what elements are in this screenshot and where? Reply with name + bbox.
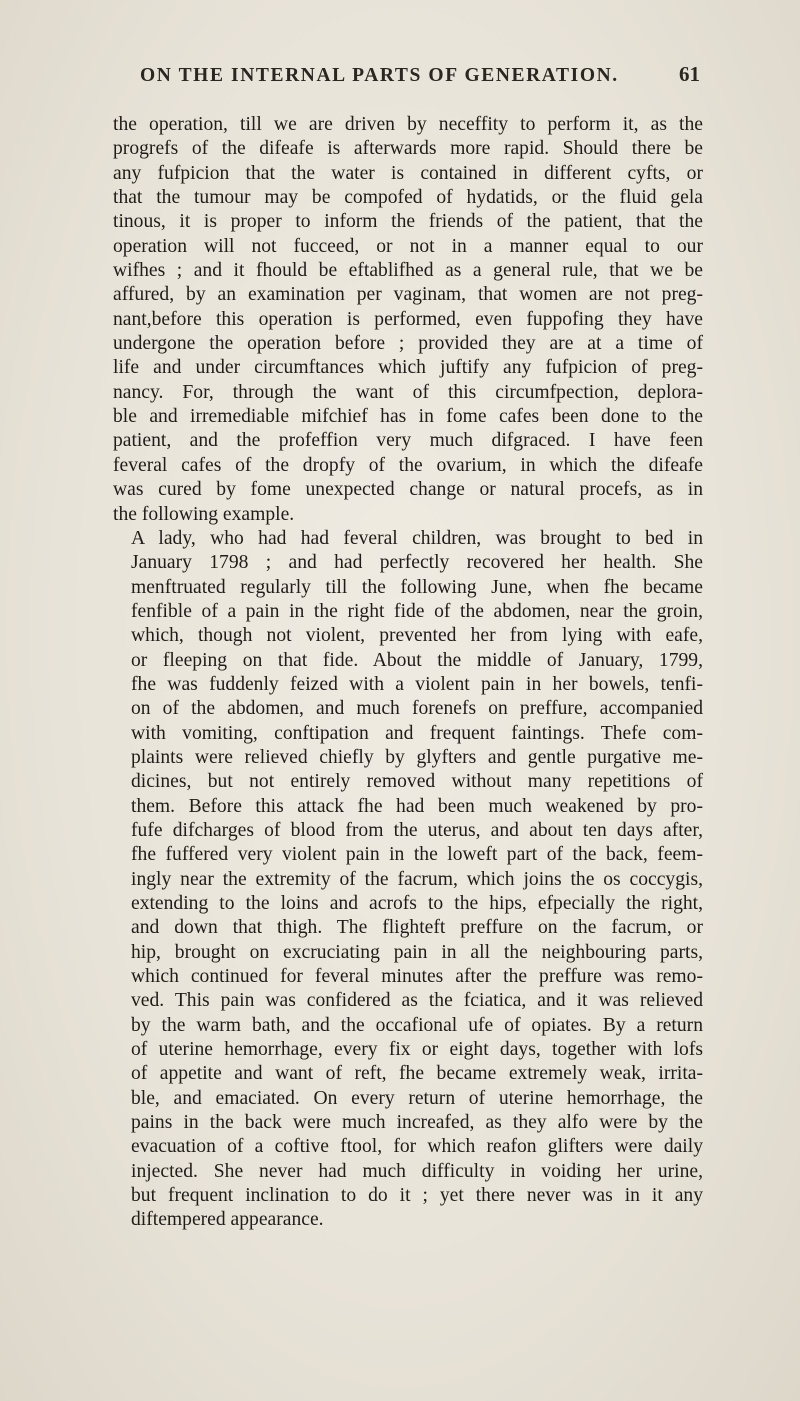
text-line: hip, brought on excruciating pain in all the neighbouring parts, [131, 941, 703, 963]
text-line: nant,before this operation is performed, even fuppofing they have [113, 308, 703, 330]
text-line: A lady, who had had feveral children, was brought to bed in [131, 527, 703, 549]
text-line: of appetite and want of reft, fhe became extremely weak, irrita- [131, 1063, 703, 1085]
text-line: of uterine hemorrhage, every fix or eight days, together with lofs [131, 1039, 703, 1061]
text-line: the following example. [113, 503, 295, 525]
text-line: plaints were relieved chiefly by glyfters and gentle purgative me- [131, 746, 703, 768]
text-line: fhe fuffered very violent pain in the loweft part of the back, feem- [131, 844, 703, 866]
text-line: pains in the back were much increafed, as they alfo were by the [131, 1112, 703, 1134]
text-line: or fleeping on that fide. About the middle of January, 1799, [131, 649, 703, 671]
text-line: on of the abdomen, and much forenefs on preffure, accompanied [131, 698, 703, 720]
text-line: ble and irremediable mifchief has in fome cafes been done to the [113, 406, 703, 428]
text-line: that the tumour may be compofed of hydatids, or the fluid gela [113, 187, 703, 209]
text-line: and down that thigh. The flighteft preffure on the facrum, or [131, 917, 703, 939]
text-line: diftempered appearance. [131, 1209, 324, 1231]
text-line: extending to the loins and acrofs to the hips, efpecially the right, [131, 893, 703, 914]
text-line: nancy. For, through the want of this circumfpection, deplora- [113, 381, 703, 403]
paragraph-2 [113, 527, 703, 1233]
text-line: fufe difcharges of blood from the uterus, and about ten days after, [131, 819, 703, 841]
paragraph-1 [113, 113, 703, 527]
text-line: fenfible of a pain in the right fide of the abdomen, near the groin, [131, 600, 703, 622]
text-line: ble, and emaciated. On every return of uterine hemorrhage, the [131, 1087, 703, 1109]
text-line: patient, and the profeffion very much difgraced. I have feen [113, 430, 703, 452]
text-line: evacuation of a coftive ftool, for which reafon glifters were daily [131, 1136, 703, 1158]
text-line: by the warm bath, and the occafional ufe of opiates. By a return [131, 1014, 703, 1036]
text-line: life and under circumftances which juftify any fufpicion of preg- [113, 357, 703, 379]
text-line: January 1798 ; and had perfectly recovered her health. She [131, 552, 703, 574]
text-line: feveral cafes of the dropfy of the ovarium, in which the difeafe [113, 454, 703, 476]
text-line: fhe was fuddenly feized with a violent pain in her bowels, tenfi- [131, 673, 703, 695]
text-line: the operation, till we are driven by neceffity to perform it, as the [113, 114, 703, 135]
text-line: dicines, but not entirely removed without many repetitions of [131, 771, 703, 793]
text-line: them. Before this attack fhe had been much weakened by pro- [131, 795, 703, 817]
header-title: ON THE INTERNAL PARTS OF GENERATION. [140, 65, 619, 86]
text-line: but frequent inclination to do it ; yet there never was in it any [131, 1185, 703, 1207]
page-number: 61 [679, 62, 700, 86]
body-text [113, 113, 703, 1233]
text-line: injected. She never had much difficulty in voiding her urine, [131, 1160, 703, 1182]
text-line: undergone the operation before ; provided they are at a time of [113, 333, 703, 355]
running-header [140, 62, 700, 87]
text-line: operation will not fucceed, or not in a manner equal to our [113, 235, 703, 257]
text-line: ved. This pain was confidered as the fciatica, and it was relieved [131, 990, 703, 1012]
text-line: which, though not violent, prevented her from lying with eafe, [131, 625, 703, 647]
text-line: was cured by fome unexpected change or natural procefs, as in [113, 479, 703, 501]
text-line: tinous, it is proper to inform the friends of the patient, that the [113, 211, 703, 233]
text-line: with vomiting, conftipation and frequent faintings. Thefe com- [131, 722, 703, 744]
text-line: which continued for feveral minutes after the preffure was remo- [131, 966, 703, 988]
text-line: progrefs of the difeafe is afterwards more rapid. Should there be [113, 138, 703, 160]
text-line: affured, by an examination per vaginam, that women are not preg- [113, 284, 703, 306]
text-line: wifhes ; and it fhould be eftablifhed as a general rule, that we be [113, 260, 703, 282]
text-line: any fufpicion that the water is contained in different cyfts, or [113, 162, 703, 184]
text-line: ingly near the extremity of the facrum, which joins the os coccygis, [131, 868, 703, 890]
text-line: menftruated regularly till the following June, when fhe became [131, 576, 703, 598]
